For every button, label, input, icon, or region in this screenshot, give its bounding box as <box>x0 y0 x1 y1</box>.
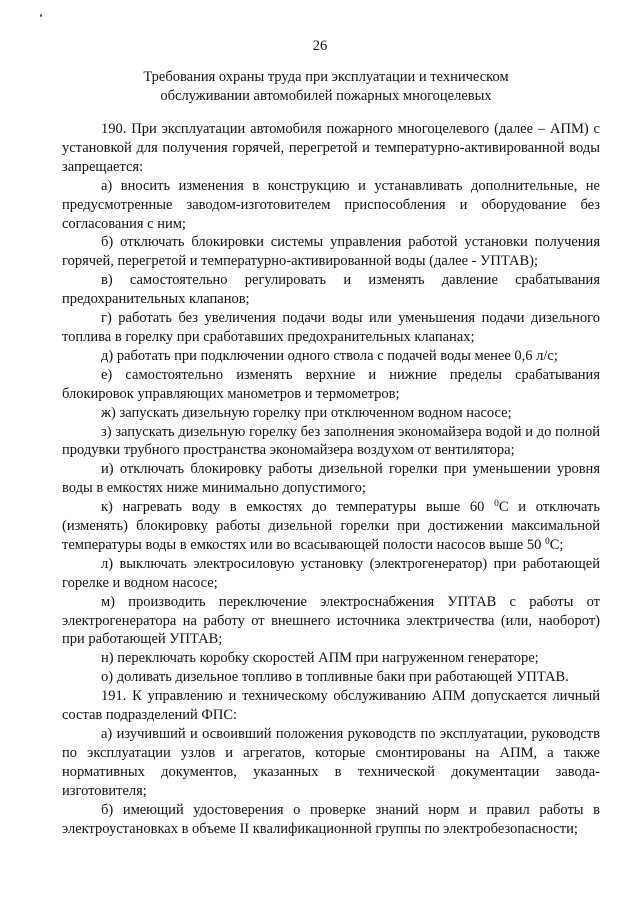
paragraph-190-z: з) запускать дизельную горелку без заполнения экономайзера водой и до полной продувки трубного пространства экономайзера воздухом от вентилятора; <box>62 423 600 459</box>
paragraph-190-b: б) отключать блокировки системы управления работой установки получения горячей, перегретой и температурно-активированной воды (далее - УПТАВ); <box>62 234 600 270</box>
paragraph-190-a: а) вносить изменения в конструкцию и устанавливать дополнительные, не предусмотренные заводом-изготовителем приспособления и оборудование без согласования с ним; <box>62 177 600 232</box>
paragraph-190-zh: ж) запускать дизельную горелку при отключенном водном насосе; <box>101 404 512 421</box>
paragraph-190-m: м) производить переключение электроснабжения УПТАВ с работы от электрогенератора на работу от внешнего источника электричества (или, наоборот) при работающей УПТАВ; <box>62 593 600 648</box>
page-number: 26 <box>312 38 328 54</box>
paragraph-190: 190. При эксплуатации автомобиля пожарного многоцелевого (далее – АПМ) с установкой для получения горячей, перегретой и температурно-активированной воды запрещается: <box>62 121 600 175</box>
paragraph-190-k <box>62 498 600 555</box>
paragraph-190-k-part-1: к) нагревать воду в емкостях до температуры выше 60 <box>101 499 485 516</box>
paragraph-190-k-part-2: С и отключать (изменять) блокировку работы дизельной горелки при достижении максимальной температуры воды в емкостях или во всасывающей полости насосов выше 50 <box>62 499 600 553</box>
paragraph-190-d: д) работать при подключении одного ствола с подачей воды менее 0,6 л/с; <box>101 347 558 364</box>
paragraph-190-o: о) доливать дизельное топливо в топливные баки при работающей УПТАВ. <box>101 669 569 686</box>
paragraph-190-k-part-3: С; <box>549 536 564 553</box>
section-title-line-1: Требования охраны труда при эксплуатации и техническом <box>143 69 509 85</box>
paragraph-190-i: и) отключать блокировку работы дизельной горелки при уменьшении уровня воды в емкостях ниже минимально допустимого; <box>62 461 600 497</box>
paragraph-191: 191. К управлению и техническому обслуживанию АПМ допускается личный состав подразделений ФПС: <box>62 688 600 724</box>
paragraph-191-a: а) изучивший и освоивший положения руководств по эксплуатации, руководств по эксплуатации узлов и агрегатов, которые смонтированы на АПМ, а также нормативных документов, указанных в технической документации завода-изготовителя; <box>62 726 600 799</box>
body-text <box>62 120 600 838</box>
paragraph-190-v: в) самостоятельно регулировать и изменять давление срабатывания предохранительных клапанов; <box>62 272 600 308</box>
paragraph-191-b: б) имеющий удостоверения о проверке знаний норм и правил работы в электроустановках в объеме II квалификационной группы по электробезопасности; <box>62 801 600 837</box>
paragraph-190-e: е) самостоятельно изменять верхние и нижние пределы срабатывания блокировок управляющих манометров и термометров; <box>62 366 600 402</box>
section-title-line-2: обслуживании автомобилей пожарных многоцелевых <box>160 88 492 104</box>
degree-mark: 0 <box>544 536 550 547</box>
section-title <box>118 68 534 106</box>
degree-mark: 0 <box>494 499 499 510</box>
paragraph-190-g: г) работать без увеличения подачи воды или уменьшения подачи дизельного топлива в горелку при сработавших предохранительных клапанах; <box>62 310 600 345</box>
paragraph-190-l: л) выключать электросиловую установку (электрогенератор) при работающей горелке и водном насосе; <box>62 555 600 591</box>
paragraph-190-n: н) переключать коробку скоростей АПМ при нагруженном генераторе; <box>101 650 539 667</box>
scan-speck <box>40 14 42 17</box>
